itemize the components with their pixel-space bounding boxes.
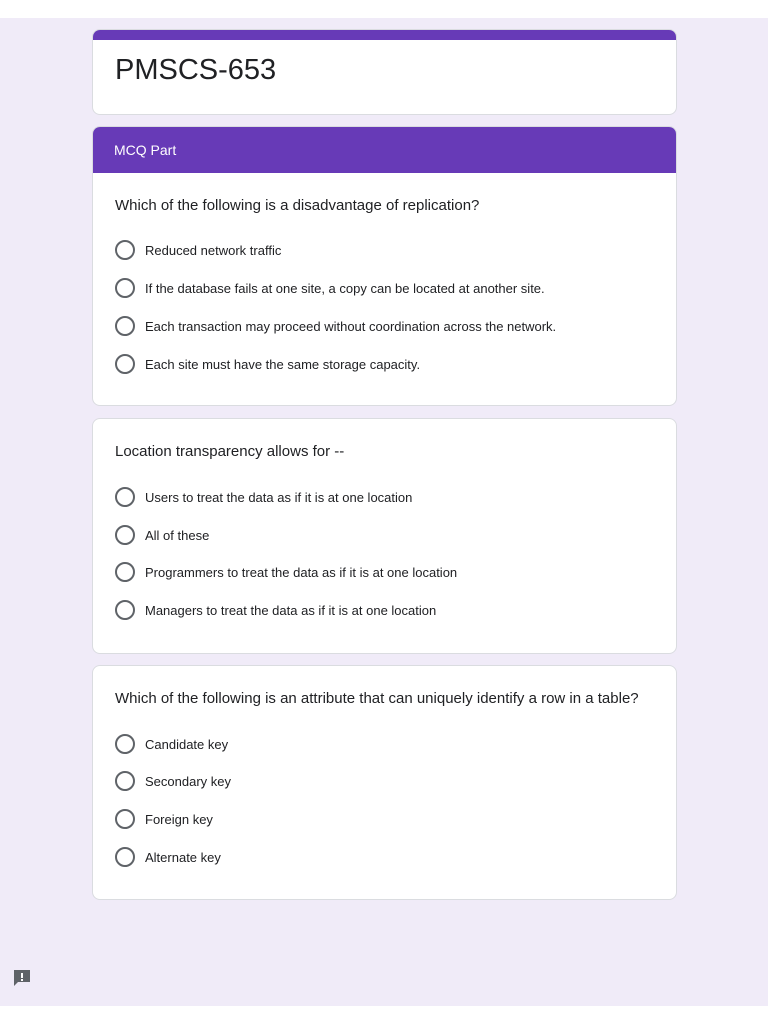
option-label: Reduced network traffic bbox=[145, 242, 282, 258]
question-card-2 bbox=[92, 418, 677, 654]
option-radio[interactable] bbox=[115, 352, 420, 376]
option-label: Each site must have the same storage capacity. bbox=[145, 356, 421, 372]
question-1 bbox=[93, 173, 676, 405]
option-radio[interactable] bbox=[115, 314, 556, 338]
option-label: Alternate key bbox=[145, 849, 221, 865]
question-title: Location transparency allows for -- bbox=[115, 443, 345, 460]
option-label: Users to treat the data as if it is at one location bbox=[145, 489, 413, 505]
radio-button-icon[interactable] bbox=[115, 487, 135, 507]
radio-button-icon[interactable] bbox=[115, 600, 135, 620]
form-title-card bbox=[92, 29, 677, 115]
form-title: PMSCS-653 bbox=[115, 54, 277, 86]
option-label: If the database fails at one site, a copy can be located at another site. bbox=[145, 280, 545, 296]
option-label: Secondary key bbox=[145, 773, 231, 789]
option-label: All of these bbox=[145, 527, 210, 543]
radio-button-icon[interactable] bbox=[115, 771, 135, 791]
option-label: Candidate key bbox=[145, 736, 229, 752]
question-2 bbox=[93, 419, 676, 655]
option-radio[interactable] bbox=[115, 276, 545, 300]
option-radio[interactable] bbox=[115, 238, 281, 262]
radio-button-icon[interactable] bbox=[115, 562, 135, 582]
option-label: Programmers to treat the data as if it is at one location bbox=[145, 564, 458, 580]
option-radio[interactable] bbox=[115, 598, 436, 622]
title-accent-bar bbox=[93, 30, 676, 40]
radio-button-icon[interactable] bbox=[115, 809, 135, 829]
option-label: Managers to treat the data as if it is at one location bbox=[145, 602, 437, 618]
section-card-mcq bbox=[92, 126, 677, 406]
section-header: MCQ Part bbox=[93, 127, 676, 173]
option-radio[interactable] bbox=[115, 845, 221, 869]
question-card-3 bbox=[92, 665, 677, 900]
question-title: Which of the following is an attribute that can uniquely identify a row in a table? bbox=[115, 690, 639, 707]
option-label: Each transaction may proceed without coordination across the network. bbox=[145, 318, 557, 334]
radio-button-icon[interactable] bbox=[115, 847, 135, 867]
option-label: Foreign key bbox=[145, 811, 213, 827]
option-radio[interactable] bbox=[115, 523, 209, 547]
report-problem-icon bbox=[12, 968, 32, 988]
option-radio[interactable] bbox=[115, 485, 412, 509]
radio-button-icon[interactable] bbox=[115, 316, 135, 336]
radio-button-icon[interactable] bbox=[115, 240, 135, 260]
question-title: Which of the following is a disadvantage of replication? bbox=[115, 197, 480, 214]
option-radio[interactable] bbox=[115, 560, 457, 584]
radio-button-icon[interactable] bbox=[115, 734, 135, 754]
question-3 bbox=[93, 666, 676, 901]
option-radio[interactable] bbox=[115, 807, 213, 831]
radio-button-icon[interactable] bbox=[115, 525, 135, 545]
radio-button-icon[interactable] bbox=[115, 278, 135, 298]
report-problem-button[interactable] bbox=[12, 968, 32, 988]
option-radio[interactable] bbox=[115, 732, 228, 756]
radio-button-icon[interactable] bbox=[115, 354, 135, 374]
option-radio[interactable] bbox=[115, 769, 231, 793]
